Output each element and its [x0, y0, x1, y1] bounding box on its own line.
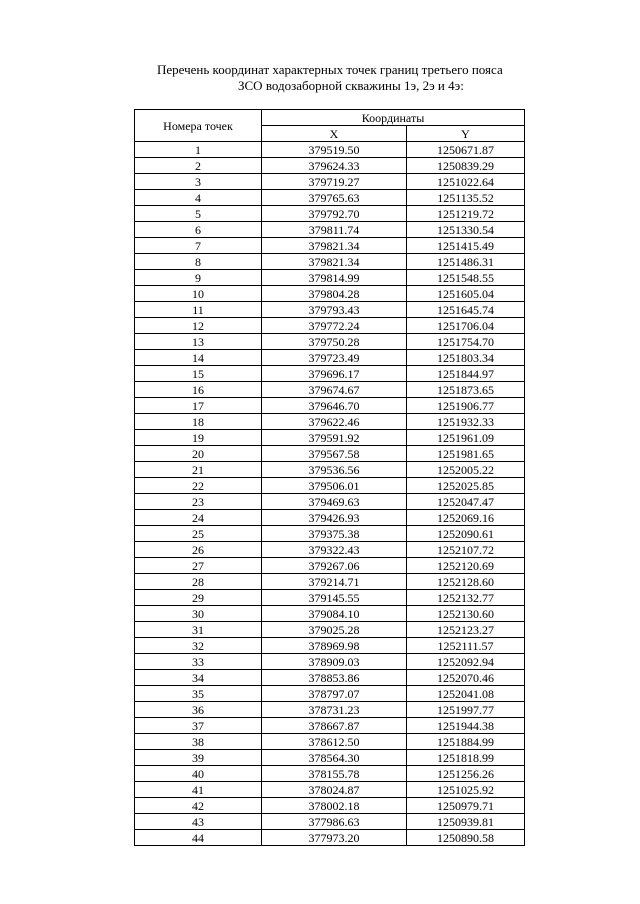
table-row: [135, 750, 525, 766]
x-coordinate-cell: 377973.20: [262, 830, 407, 846]
table-row: [135, 382, 525, 398]
x-coordinate-cell: 378155.78: [262, 766, 407, 782]
document-title: [134, 62, 600, 94]
table-row: [135, 654, 525, 670]
table-header: [135, 110, 525, 142]
point-number-cell: 28: [135, 574, 262, 590]
table-row: [135, 286, 525, 302]
table-row: [135, 206, 525, 222]
table-row: [135, 542, 525, 558]
x-coordinate-cell: 379267.06: [262, 558, 407, 574]
y-coordinate-cell: 1250890.58: [407, 830, 525, 846]
point-number-cell: 32: [135, 638, 262, 654]
table-row: [135, 334, 525, 350]
x-coordinate-cell: 377986.63: [262, 814, 407, 830]
x-coordinate-cell: 379506.01: [262, 478, 407, 494]
x-coordinate-cell: 379567.58: [262, 446, 407, 462]
table-row: [135, 350, 525, 366]
point-number-cell: 33: [135, 654, 262, 670]
point-number-cell: 26: [135, 542, 262, 558]
x-coordinate-cell: 379821.34: [262, 254, 407, 270]
x-coordinate-cell: 378024.87: [262, 782, 407, 798]
y-coordinate-cell: 1251884.99: [407, 734, 525, 750]
y-coordinate-cell: 1250939.81: [407, 814, 525, 830]
y-coordinate-cell: 1251981.65: [407, 446, 525, 462]
y-coordinate-cell: 1251997.77: [407, 702, 525, 718]
y-coordinate-cell: 1251330.54: [407, 222, 525, 238]
point-number-cell: 35: [135, 686, 262, 702]
point-number-cell: 1: [135, 142, 262, 158]
y-coordinate-cell: 1251548.55: [407, 270, 525, 286]
point-number-cell: 25: [135, 526, 262, 542]
table-row: [135, 446, 525, 462]
y-coordinate-cell: 1251135.52: [407, 190, 525, 206]
y-coordinate-cell: 1251022.64: [407, 174, 525, 190]
y-coordinate-cell: 1252130.60: [407, 606, 525, 622]
point-number-cell: 39: [135, 750, 262, 766]
y-coordinate-cell: 1251961.09: [407, 430, 525, 446]
x-coordinate-cell: 379674.67: [262, 382, 407, 398]
table-row: [135, 702, 525, 718]
y-coordinate-cell: 1252025.85: [407, 478, 525, 494]
point-number-cell: 9: [135, 270, 262, 286]
point-number-cell: 14: [135, 350, 262, 366]
x-coordinate-cell: 379519.50: [262, 142, 407, 158]
point-number-cell: 27: [135, 558, 262, 574]
header-x: X: [262, 126, 407, 142]
x-coordinate-cell: 379084.10: [262, 606, 407, 622]
point-number-cell: 16: [135, 382, 262, 398]
point-number-cell: 13: [135, 334, 262, 350]
point-number-cell: 23: [135, 494, 262, 510]
header-coordinates: Координаты: [262, 110, 525, 126]
y-coordinate-cell: 1252120.69: [407, 558, 525, 574]
y-coordinate-cell: 1252132.77: [407, 590, 525, 606]
point-number-cell: 17: [135, 398, 262, 414]
point-number-cell: 3: [135, 174, 262, 190]
x-coordinate-cell: 379723.49: [262, 350, 407, 366]
table-row: [135, 270, 525, 286]
table-row: [135, 670, 525, 686]
x-coordinate-cell: 379814.99: [262, 270, 407, 286]
point-number-cell: 22: [135, 478, 262, 494]
table-row: [135, 590, 525, 606]
y-coordinate-cell: 1252092.94: [407, 654, 525, 670]
x-coordinate-cell: 379811.74: [262, 222, 407, 238]
table-row: [135, 494, 525, 510]
x-coordinate-cell: 379696.17: [262, 366, 407, 382]
table-row: [135, 430, 525, 446]
x-coordinate-cell: 379322.43: [262, 542, 407, 558]
y-coordinate-cell: 1251645.74: [407, 302, 525, 318]
point-number-cell: 4: [135, 190, 262, 206]
point-number-cell: 31: [135, 622, 262, 638]
point-number-cell: 34: [135, 670, 262, 686]
table-row: [135, 158, 525, 174]
point-number-cell: 8: [135, 254, 262, 270]
table-row: [135, 366, 525, 382]
table-row: [135, 318, 525, 334]
point-number-cell: 41: [135, 782, 262, 798]
x-coordinate-cell: 378002.18: [262, 798, 407, 814]
point-number-cell: 18: [135, 414, 262, 430]
table-row: [135, 558, 525, 574]
y-coordinate-cell: 1252123.27: [407, 622, 525, 638]
table-row: [135, 462, 525, 478]
y-coordinate-cell: 1252069.16: [407, 510, 525, 526]
y-coordinate-cell: 1251754.70: [407, 334, 525, 350]
y-coordinate-cell: 1251219.72: [407, 206, 525, 222]
x-coordinate-cell: 379624.33: [262, 158, 407, 174]
table-row: [135, 782, 525, 798]
y-coordinate-cell: 1252128.60: [407, 574, 525, 590]
point-number-cell: 37: [135, 718, 262, 734]
point-number-cell: 7: [135, 238, 262, 254]
y-coordinate-cell: 1251256.26: [407, 766, 525, 782]
table-body: [135, 142, 525, 846]
x-coordinate-cell: 378612.50: [262, 734, 407, 750]
table-row: [135, 798, 525, 814]
y-coordinate-cell: 1250979.71: [407, 798, 525, 814]
x-coordinate-cell: 379804.28: [262, 286, 407, 302]
y-coordinate-cell: 1250839.29: [407, 158, 525, 174]
table-row: [135, 574, 525, 590]
point-number-cell: 19: [135, 430, 262, 446]
x-coordinate-cell: 379793.43: [262, 302, 407, 318]
y-coordinate-cell: 1251873.65: [407, 382, 525, 398]
y-coordinate-cell: 1251932.33: [407, 414, 525, 430]
y-coordinate-cell: 1252070.46: [407, 670, 525, 686]
y-coordinate-cell: 1252107.72: [407, 542, 525, 558]
y-coordinate-cell: 1251025.92: [407, 782, 525, 798]
y-coordinate-cell: 1250671.87: [407, 142, 525, 158]
point-number-cell: 5: [135, 206, 262, 222]
x-coordinate-cell: 379469.63: [262, 494, 407, 510]
y-coordinate-cell: 1251818.99: [407, 750, 525, 766]
x-coordinate-cell: 379622.46: [262, 414, 407, 430]
table-row: [135, 814, 525, 830]
x-coordinate-cell: 379772.24: [262, 318, 407, 334]
x-coordinate-cell: 378667.87: [262, 718, 407, 734]
x-coordinate-cell: 378797.07: [262, 686, 407, 702]
x-coordinate-cell: 379426.93: [262, 510, 407, 526]
y-coordinate-cell: 1252005.22: [407, 462, 525, 478]
y-coordinate-cell: 1251706.04: [407, 318, 525, 334]
table-row: [135, 526, 525, 542]
point-number-cell: 2: [135, 158, 262, 174]
table-row: [135, 734, 525, 750]
table-row: [135, 302, 525, 318]
x-coordinate-cell: 379025.28: [262, 622, 407, 638]
x-coordinate-cell: 378969.98: [262, 638, 407, 654]
x-coordinate-cell: 379821.34: [262, 238, 407, 254]
header-y: Y: [407, 126, 525, 142]
table-row: [135, 478, 525, 494]
point-number-cell: 42: [135, 798, 262, 814]
table-row: [135, 142, 525, 158]
table-row: [135, 222, 525, 238]
x-coordinate-cell: 379646.70: [262, 398, 407, 414]
y-coordinate-cell: 1252111.57: [407, 638, 525, 654]
y-coordinate-cell: 1251906.77: [407, 398, 525, 414]
point-number-cell: 12: [135, 318, 262, 334]
x-coordinate-cell: 379765.63: [262, 190, 407, 206]
point-number-cell: 38: [135, 734, 262, 750]
point-number-cell: 36: [135, 702, 262, 718]
table-row: [135, 254, 525, 270]
x-coordinate-cell: 379719.27: [262, 174, 407, 190]
table-row: [135, 766, 525, 782]
x-coordinate-cell: 378564.30: [262, 750, 407, 766]
x-coordinate-cell: 378909.03: [262, 654, 407, 670]
coordinates-table: [134, 109, 525, 846]
point-number-cell: 30: [135, 606, 262, 622]
y-coordinate-cell: 1252090.61: [407, 526, 525, 542]
x-coordinate-cell: 379792.70: [262, 206, 407, 222]
point-number-cell: 44: [135, 830, 262, 846]
table-row: [135, 718, 525, 734]
y-coordinate-cell: 1251944.38: [407, 718, 525, 734]
table-row: [135, 190, 525, 206]
point-number-cell: 24: [135, 510, 262, 526]
x-coordinate-cell: 379536.56: [262, 462, 407, 478]
point-number-cell: 20: [135, 446, 262, 462]
point-number-cell: 10: [135, 286, 262, 302]
table-row: [135, 238, 525, 254]
title-line-2: ЗСО водозаборной скважины 1э, 2э и 4э:: [238, 78, 464, 93]
y-coordinate-cell: 1251803.34: [407, 350, 525, 366]
x-coordinate-cell: 378731.23: [262, 702, 407, 718]
y-coordinate-cell: 1251486.31: [407, 254, 525, 270]
point-number-cell: 43: [135, 814, 262, 830]
table-row: [135, 686, 525, 702]
table-row: [135, 174, 525, 190]
x-coordinate-cell: 378853.86: [262, 670, 407, 686]
table-row: [135, 622, 525, 638]
y-coordinate-cell: 1251844.97: [407, 366, 525, 382]
x-coordinate-cell: 379591.92: [262, 430, 407, 446]
table-row: [135, 414, 525, 430]
header-point-numbers: Номера точек: [135, 110, 262, 142]
y-coordinate-cell: 1252047.47: [407, 494, 525, 510]
table-row: [135, 830, 525, 846]
point-number-cell: 15: [135, 366, 262, 382]
table-row: [135, 398, 525, 414]
point-number-cell: 40: [135, 766, 262, 782]
title-line-1: Перечень координат характерных точек границ третьего пояса: [157, 62, 503, 77]
x-coordinate-cell: 379214.71: [262, 574, 407, 590]
table-row: [135, 638, 525, 654]
x-coordinate-cell: 379750.28: [262, 334, 407, 350]
point-number-cell: 6: [135, 222, 262, 238]
y-coordinate-cell: 1252041.08: [407, 686, 525, 702]
point-number-cell: 11: [135, 302, 262, 318]
point-number-cell: 29: [135, 590, 262, 606]
y-coordinate-cell: 1251415.49: [407, 238, 525, 254]
y-coordinate-cell: 1251605.04: [407, 286, 525, 302]
x-coordinate-cell: 379375.38: [262, 526, 407, 542]
table-row: [135, 606, 525, 622]
point-number-cell: 21: [135, 462, 262, 478]
x-coordinate-cell: 379145.55: [262, 590, 407, 606]
table-row: [135, 510, 525, 526]
